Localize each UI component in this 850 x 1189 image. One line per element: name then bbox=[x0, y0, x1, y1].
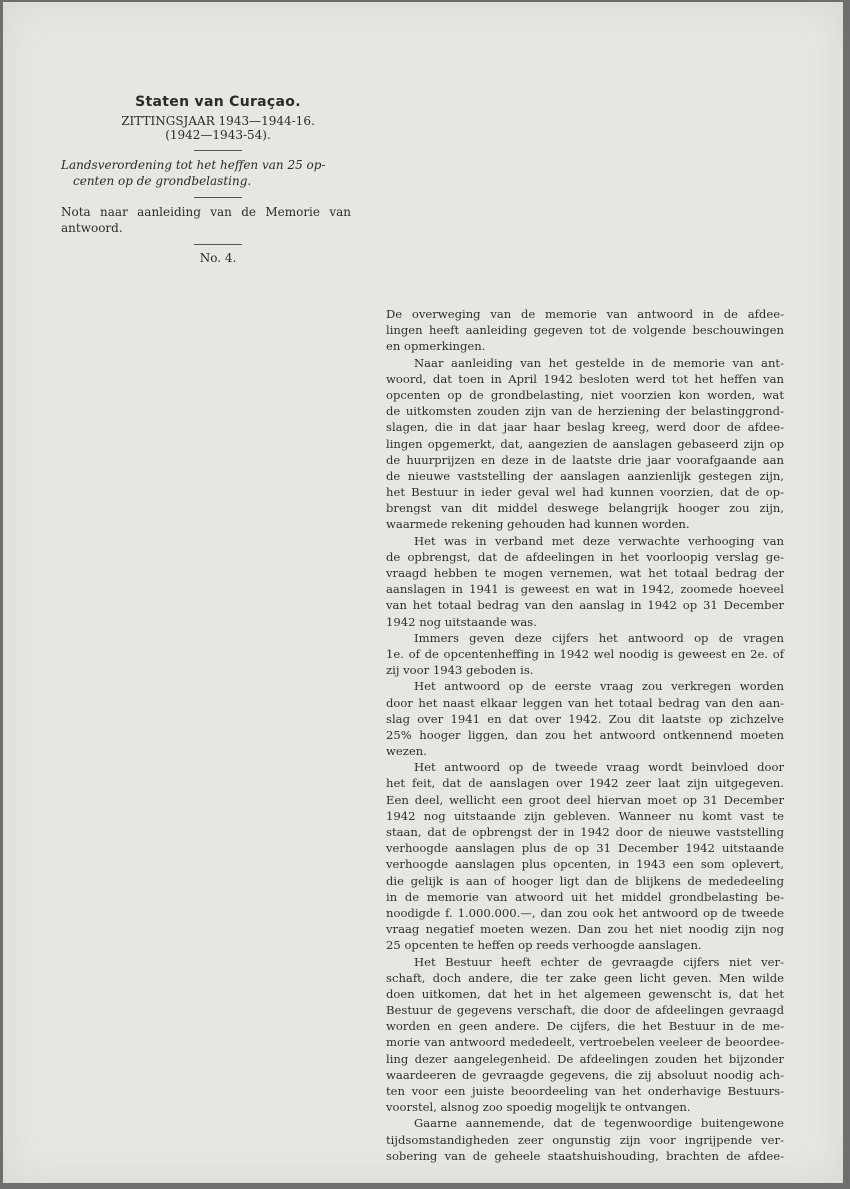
body-line: doen uitkomen, dat het in het algemeen gewenscht is, dat het bbox=[386, 986, 784, 1001]
session-years: (1942—1943-54). bbox=[165, 128, 271, 142]
body-text bbox=[386, 306, 784, 1164]
ordinance-subject bbox=[53, 157, 363, 189]
body-line: vraagd hebben te mogen vernemen, wat het totaal bedrag der bbox=[386, 566, 784, 580]
subject-line: centen op de grondbelasting. bbox=[73, 174, 252, 188]
document-note: Nota naar aanleiding van de Memorie van antwoord. bbox=[61, 205, 351, 235]
body-line: Het Bestuur heeft echter de gevraagde cijfers niet ver- bbox=[414, 954, 784, 969]
body-line: Het antwoord op de eerste vraag zou verkregen worden bbox=[414, 679, 784, 694]
body-line: verhoogde aanslagen plus opcenten, in 1943 een som oplevert, bbox=[386, 857, 784, 872]
body-line: de opbrengst, dat de afdeelingen in het voorloopig verslag ge- bbox=[386, 549, 784, 564]
body-line: voorstel, alsnog zoo spoedig mogelijk te ontvangen. bbox=[386, 1100, 691, 1115]
body-line: van het totaal bedrag van den aanslag in 1942 op 31 December bbox=[386, 598, 784, 613]
body-line: ling dezer aangelegenheid. De afdeelingen zouden het bijzonder bbox=[386, 1051, 784, 1066]
body-line: het feit, dat de aanslagen over 1942 zeer laat zijn uitgegeven. bbox=[386, 776, 784, 791]
body-line: 25% hooger liggen, dan zou het antwoord ontkennend moeten bbox=[386, 727, 784, 742]
body-line: lingen heeft aanleiding gegeven tot de volgende beschouwingen bbox=[386, 323, 784, 338]
body-line: zij voor 1943 geboden is. bbox=[386, 663, 534, 678]
body-line: De overweging van de memorie van antwoord in de afdee- bbox=[386, 307, 784, 321]
body-line: tijdsomstandigheden zeer ongunstig zijn voor ingrijpende ver- bbox=[386, 1132, 784, 1147]
body-line: in de memorie van atwoord uit het middel grondbelasting be- bbox=[386, 889, 784, 904]
body-line: slagen, die in dat jaar haar beslag kreeg, werd door de afdee- bbox=[386, 420, 784, 435]
body-line: worden en geen andere. De cijfers, die het Bestuur in de me- bbox=[386, 1019, 784, 1034]
body-line: het Bestuur in ieder geval wel had kunnen voorzien, dat de op- bbox=[386, 485, 784, 500]
body-line: waarmede rekening gehouden had kunnen worden. bbox=[386, 517, 690, 532]
divider bbox=[194, 150, 242, 151]
body-line: opcenten op de grondbelasting, niet voorzien kon worden, wat bbox=[386, 387, 784, 402]
body-line: Het antwoord op de tweede vraag wordt beinvloed door bbox=[414, 760, 784, 775]
body-line: die gelijk is aan of hooger ligt dan de blijkens de mededeeling bbox=[386, 873, 784, 888]
body-line: door het naast elkaar leggen van het totaal bedrag van den aan- bbox=[386, 695, 784, 710]
divider bbox=[194, 197, 242, 198]
body-line: 1942 nog uitstaande was. bbox=[386, 614, 537, 629]
body-line: wezen. bbox=[386, 744, 427, 759]
body-line: de nieuwe vaststelling der aanslagen aanzienlijk gestegen zijn, bbox=[386, 468, 784, 483]
body-line: aanslagen in 1941 is geweest en wat in 1942, zoomede hoeveel bbox=[386, 582, 784, 597]
body-line: brengst van dit middel deswege belangrijk hooger zou zijn, bbox=[386, 501, 784, 516]
divider bbox=[194, 244, 242, 245]
document-number: No. 4. bbox=[199, 251, 237, 265]
body-line: 25 opcenten te heffen op reeds verhoogde aanslagen. bbox=[386, 938, 702, 953]
body-line: ten voor een juiste beoordeeling van het onderhavige Bestuurs- bbox=[386, 1084, 784, 1098]
body-line: staan, dat de opbrengst der in 1942 door de nieuwe vaststelling bbox=[386, 825, 784, 839]
body-line: waardeeren de gevraagde gegevens, die zij absoluut noodig ach- bbox=[386, 1067, 784, 1082]
body-line: lingen opgemerkt, dat, aangezien de aanslagen gebaseerd zijn op bbox=[386, 436, 784, 451]
body-line: Het was in verband met deze verwachte verhooging van bbox=[414, 533, 784, 548]
body-line: sobering van de geheele staatshuishouding, brachten de afdee- bbox=[386, 1148, 784, 1163]
body-line: woord, dat toen in April 1942 besloten werd tot het heffen van bbox=[386, 371, 784, 386]
session-year: ZITTINGSJAAR 1943—1944-16. bbox=[121, 114, 315, 128]
body-line: 1942 nog uitstaande zijn gebleven. Wanneer nu komt vast te bbox=[386, 808, 784, 823]
body-line: morie van antwoord mededeelt, vertroebelen veeleer de beoordee- bbox=[386, 1035, 784, 1050]
body-line: schaft, doch andere, die ter zake geen licht geven. Men wilde bbox=[386, 970, 784, 985]
body-line: Bestuur de gegevens verschaft, die door de afdeelingen gevraagd bbox=[386, 1003, 784, 1018]
assembly-title: Staten van Curaçao. bbox=[135, 94, 301, 110]
body-line: slag over 1941 en dat over 1942. Zou dit laatste op zichzelve bbox=[386, 711, 784, 726]
document-page bbox=[3, 2, 843, 1183]
body-line: noodigde f. 1.000.000.—, dan zou ook het antwoord op de tweede bbox=[386, 905, 784, 920]
body-line: Immers geven deze cijfers het antwoord op de vragen bbox=[414, 630, 784, 645]
document-header bbox=[53, 94, 363, 265]
body-line: Een deel, wellicht een groot deel hiervan moet op 31 December bbox=[386, 792, 784, 807]
body-line: verhoogde aanslagen plus de op 31 December 1942 uitstaande bbox=[386, 841, 784, 856]
subject-line: Landsverordening tot het heffen van 25 op- bbox=[61, 158, 326, 172]
body-line: vraag negatief moeten wezen. Dan zou het niet noodig zijn nog bbox=[386, 922, 784, 937]
body-line: de uitkomsten zouden zijn van de herziening der belastinggrond- bbox=[386, 404, 784, 419]
body-line: Gaarne aannemende, dat de tegenwoordige buitengewone bbox=[414, 1116, 784, 1131]
body-line: Naar aanleiding van het gestelde in de memorie van ant- bbox=[414, 355, 784, 370]
body-line: en opmerkingen. bbox=[386, 339, 486, 354]
body-line: de huurprijzen en deze in de laatste drie jaar voorafgaande aan bbox=[386, 452, 784, 467]
body-line: 1e. of de opcentenheffing in 1942 wel noodig is geweest en 2e. of bbox=[386, 646, 784, 661]
